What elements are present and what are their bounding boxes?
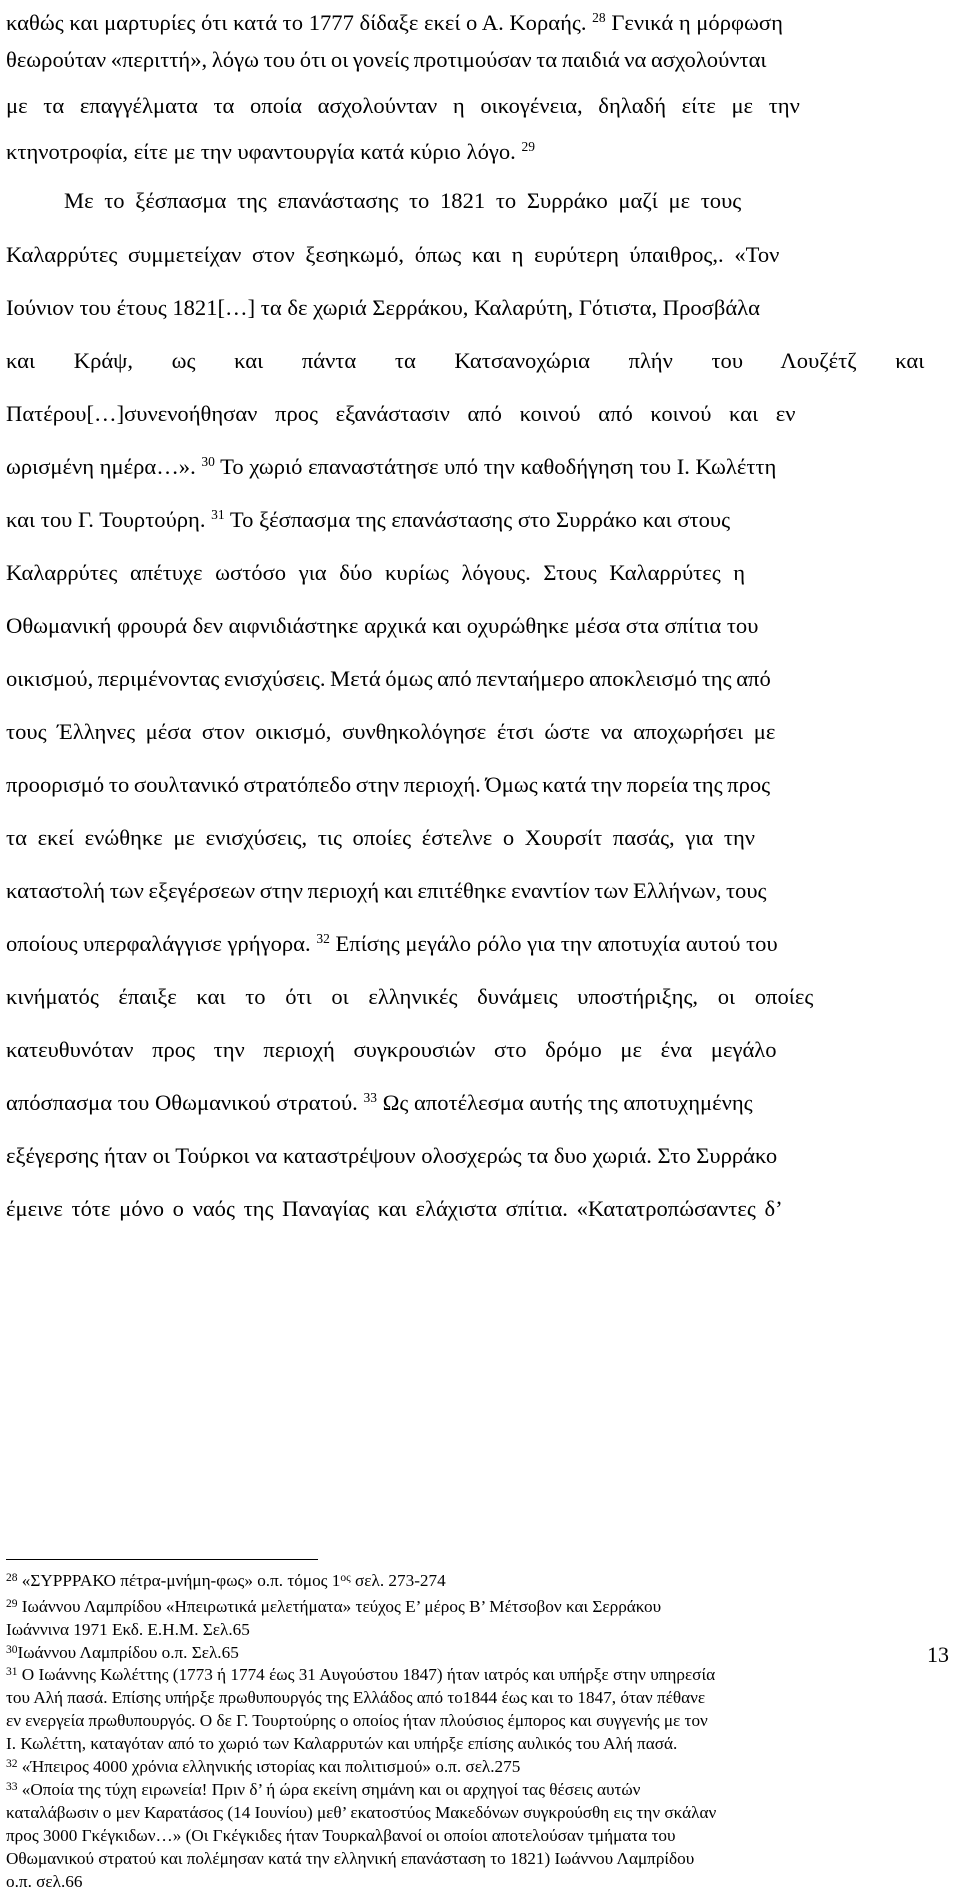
footnote-31: [6, 1664, 715, 1686]
body-line: προορισμό το σουλτανικό στρατόπεδο στην περιοχή. Όμως κατά την πορεία της προς: [6, 772, 771, 797]
footnote-text: προς 3000 Γκέγκιδων…» (Οι Γκέγκιδες ήταν Τουρκαλβανοί οι οποίοι αποτελούσαν τμήματα του: [6, 1826, 676, 1845]
footnote-separator: [6, 1559, 318, 1560]
body-line: και του Γ. Τουρτούρη. $^{31}$ Το ξέσπασμα της επανάστασης στο Συρράκο και στους: [6, 507, 731, 532]
footnote-32: [6, 1756, 520, 1778]
footnote-31-cont: [6, 1710, 708, 1732]
body-line: Πατέρου[…]συνενοήθησαν προς εξανάστασιν από κοινού από κοινού και εν: [6, 401, 796, 426]
body-line: Με το ξέσπασμα της επανάστασης το 1821 το Συρράκο μαζί με τους: [64, 188, 742, 213]
footnote-31-cont: [6, 1687, 705, 1709]
footnote-text: Ο Ιωάννης Κωλέττης (1773 ή 1774 έως 31 Αυγούστου 1847) ήταν ιατρός και υπήρξε στην υπηρεσία: [21, 1665, 716, 1684]
footnote-29: $^{29}$ Ιωάννου Λαμπρίδου «Ηπειρωτικά μελετήματα» τεύχος Ε’ μέρος Β’ Μέτσοβον και Σερράκου: [6, 1597, 662, 1616]
body-line: Καλαρρύτες απέτυχε ωστόσο για δύο κυρίως λόγους. Στους Καλαρρύτες η: [6, 560, 746, 585]
footnote-29-cont: Ιωάννινα 1971 Εκδ. Ε.Η.Μ. Σελ.65: [6, 1620, 250, 1639]
footnote-ref[interactable]: 33: [363, 1090, 377, 1105]
body-line: έμεινε τότε μόνο ο ναός της Παναγίας και ελάχιστα σπίτια. «Κατατροπώσαντες δ’: [6, 1196, 783, 1221]
footnote-text: Οθωμανικού στρατού και πολέμησαν κατά την ελληνική επανάσταση το 1821) Ιωάννου Λαμπρίδου: [6, 1849, 695, 1868]
page-number: 13: [927, 1642, 949, 1667]
body-line: Καλαρρύτες συμμετείχαν στον ξεσηκωμό, όπως και η ευρύτερη ύπαιθρος,. «Τον: [6, 242, 780, 267]
footnote-33-cont: [6, 1825, 676, 1847]
footnote-33-cont: [6, 1802, 716, 1824]
footnote-28: $^{28}$ «ΣΥΡΡΡΑΚΟ πέτρα-μνήμη-φως» ο.π. τόμος $1^{o\varsigma}$ σελ. 273-274: [6, 1571, 446, 1590]
footnote-number: 32: [6, 1758, 18, 1770]
footnote-30: $^{30}$Ιωάννου Λαμπρίδου ο.π. Σελ.65: [6, 1643, 239, 1662]
body-line: κτηνοτροφία, είτε με την υφαντουργία κατά κύριο λόγο. $^{29}$: [6, 139, 535, 164]
body-line: τα εκεί ενώθηκε με ενισχύσεις, τις οποίες έστελνε ο Χουρσίτ πασάς, για την: [6, 825, 755, 850]
footnote-text: ο.π. σελ.66: [6, 1872, 83, 1891]
footnote-ref[interactable]: 31: [211, 507, 225, 522]
body-line: οικισμού, περιμένοντας ενισχύσεις. Μετά όμως από πενταήμερο αποκλεισμό της από: [6, 666, 771, 691]
footnote-number: 33: [6, 1781, 18, 1793]
body-line: κατευθυνόταν προς την περιοχή συγκρουσιών στο δρόμο με ένα μεγάλο: [6, 1037, 777, 1062]
footnote-text: «Οποία της τύχη ειρωνεία! Πριν δ’ ή ώρα εκείνη σημάνη και οι αρχηγοί τας θέσεις αυτών: [21, 1780, 641, 1799]
footnote-number: 31: [6, 1666, 18, 1678]
body-line: οποίους υπερφαλάγγισε γρήγορα. $^{32}$ Επίσης μεγάλο ρόλο για την αποτυχία αυτού του: [6, 931, 778, 956]
footnote-ref[interactable]: 30: [201, 454, 215, 469]
body-line: καταστολή των εξεγέρσεων στην περιοχή και επιτέθηκε εναντίον των Ελλήνων, τους: [6, 878, 767, 903]
body-line: θεωρούταν «περιττή», λόγω του ότι οι γονείς προτιμούσαν τα παιδιά να ασχολούνται: [6, 47, 767, 72]
footnote-text: Ι. Κωλέττη, καταγόταν από το χωριό των Καλαρρυτών και υπήρξε επίσης αυλικός του Αλή πασά.: [6, 1734, 678, 1753]
footnote-text: «Ήπειρος 4000 χρόνια ελληνικής ιστορίας και πολιτισμού» ο.π. σελ.275: [21, 1757, 521, 1776]
body-line: κινήματός έπαιξε και το ότι οι ελληνικές δυνάμεις υποστήριξης, οι οποίες: [6, 984, 814, 1009]
footnote-ref[interactable]: 28: [592, 10, 606, 25]
body-line: Ιούνιον του έτους 1821[…] τα δε χωριά Σερράκου, Καλαρύτη, Γότιστα, Προσβάλα: [6, 295, 760, 320]
body-line: ωρισμένη ημέρα…». $^{30}$ Το χωριό επαναστάτησε υπό την καθοδήγηση του Ι. Κωλέττη: [6, 454, 777, 479]
body-line: με τα επαγγέλματα τα οποία ασχολούνταν η οικογένεια, δηλαδή είτε με την: [6, 93, 800, 118]
footnote-text: του Αλή πασά. Επίσης υπήρξε πρωθυπουργός της Ελλάδος από το1844 έως και το 1847, όταν πέθανε: [6, 1688, 706, 1707]
footnote-31-cont: [6, 1733, 677, 1755]
footnote-text: καταλάβωσιν ο μεν Καρατάσος (14 Ιουνίου) μεθ’ εκατοστύος Μακεδόνων συγκρούσθη εις την σκάλαν: [6, 1803, 717, 1822]
footnote-33-cont: [6, 1871, 82, 1893]
footnote-33: [6, 1779, 640, 1801]
body-line: καθώς και μαρτυρίες ότι κατά το 1777 δίδαξε εκεί ο Α. Κοραής. $^{28}$ Γενικά η μόρφωση: [6, 10, 783, 35]
body-line: τους Έλληνες μέσα στον οικισμό, συνθηκολόγησε έτσι ώστε να αποχωρήσει με: [6, 719, 776, 744]
footnote-ref[interactable]: 29: [521, 139, 535, 154]
body-line: Οθωμανική φρουρά δεν αιφνιδιάστηκε αρχικά και οχυρώθηκε μέσα στα σπίτια του: [6, 613, 759, 638]
footnote-ref[interactable]: 32: [316, 931, 330, 946]
body-line: απόσπασμα του Οθωμανικού στρατού. $^{33}$ Ως αποτέλεσμα αυτής της αποτυχημένης: [6, 1090, 753, 1115]
footnote-text: εν ενεργεία πρωθυπουργός. Ο δε Γ. Τουρτούρης ο οποίος ήταν πλούσιος έμπορος και συγγενής με τον: [6, 1711, 708, 1730]
body-line: και Κράψ, ως και πάντα τα Κατσανοχώρια πλήν του Λουζέτζ και: [6, 348, 925, 373]
footnote-33-cont: [6, 1848, 694, 1870]
body-line: εξέγερσης ήταν οι Τούρκοι να καταστρέψουν ολοσχερώς τα δυο χωριά. Στο Συρράκο: [6, 1143, 778, 1168]
